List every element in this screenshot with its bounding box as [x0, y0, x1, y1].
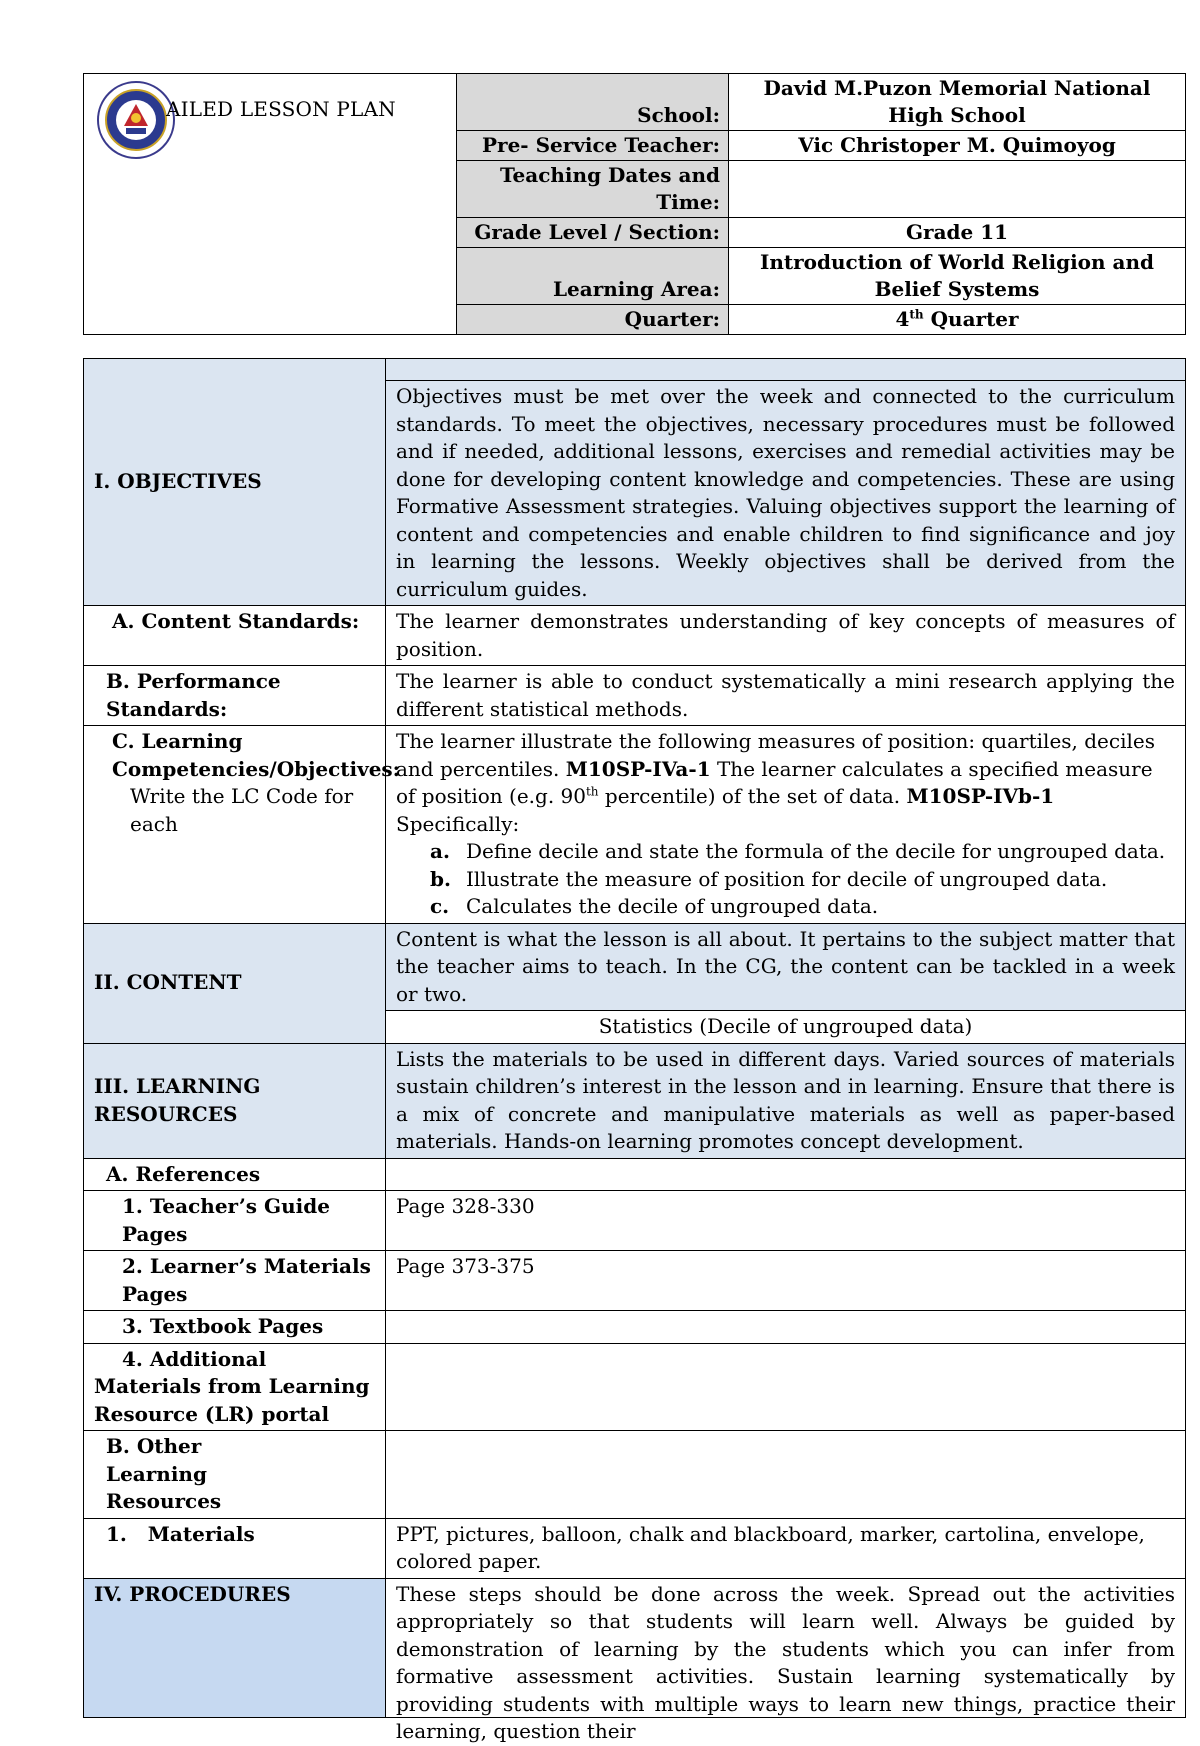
quarter-label: Quarter:: [457, 305, 729, 335]
dates-value: [729, 161, 1186, 218]
references-value: [386, 1158, 1186, 1191]
competencies-label-cell: [84, 726, 401, 924]
materials-label: 1. Materials: [84, 1518, 386, 1578]
quarter-value: 4th Quarter: [729, 305, 1186, 335]
procedures-heading: IV. PROCEDURES: [84, 1578, 386, 1717]
header-table: [83, 73, 1186, 335]
content-standards-label: A. Content Standards:: [84, 606, 386, 666]
performance-standards-text: The learner is able to conduct systematically a mini research applying the different statistical methods.: [386, 666, 1186, 726]
list-item: a. Define decile and state the formula of the decile for ungrouped data.: [430, 839, 1166, 863]
teachers-guide-label: 1. Teacher’s Guide Pages: [84, 1191, 386, 1251]
teacher-value: Vic Christoper M. Quimoyog: [729, 131, 1186, 161]
competencies-text-cell: The learner illustrate the following measures of position: quartiles, deciles and percentiles. M10SP-IVa-1 The learner calculates a specified measure of position (e.g. 90th percentile) of the set of data. M10SP-IVb-1 Specifically: a. Define decile and state the formula of the decile for ungrouped data. b. Illustrate the measure of position for decile of ungrouped data. c. Calculates the decile of ungrouped data.: [386, 726, 1186, 924]
objectives-spacer: [386, 359, 1186, 381]
specifically-label: Specifically:: [396, 811, 520, 836]
school-value: David M.Puzon Memorial National High School: [729, 74, 1186, 131]
title-cell: [84, 74, 457, 335]
materials-value: PPT, pictures, balloon, chalk and blackboard, marker, cartolina, envelope, colored paper.: [386, 1518, 1186, 1578]
grade-value: Grade 11: [729, 218, 1186, 248]
other-resources-value: [386, 1431, 1186, 1519]
performance-standards-label: B. Performance Standards:: [84, 666, 386, 726]
objectives-heading: I. OBJECTIVES: [84, 359, 386, 606]
resources-heading: III. LEARNING RESOURCES: [84, 1043, 386, 1158]
other-resources-label: B. Other Learning Resources: [84, 1431, 386, 1519]
document-title: AILED LESSON PLAN: [166, 97, 396, 121]
grade-label: Grade Level / Section:: [457, 218, 729, 248]
deped-seal-icon: [96, 80, 176, 160]
lc-code-note: Write the LC Code for each: [130, 784, 354, 836]
learning-area-value: Introduction of World Religion and Belief Systems: [729, 248, 1186, 305]
teacher-label: Pre- Service Teacher:: [457, 131, 729, 161]
lc-code-1: M10SP-IVa-1: [565, 756, 711, 781]
specific-objectives-list: [396, 838, 1175, 921]
lesson-plan-table: [83, 358, 1186, 1743]
dates-label: Teaching Dates and Time:: [457, 161, 729, 218]
content-heading: II. CONTENT: [84, 923, 386, 1043]
content-topic: Statistics (Decile of ungrouped data): [386, 1011, 1186, 1044]
references-label: A. References: [84, 1158, 386, 1191]
content-standards-text: The learner demonstrates understanding of key concepts of measures of position.: [386, 606, 1186, 666]
objectives-description: Objectives must be met over the week and connected to the curriculum standards. To meet the objectives, necessary procedures must be followed and if needed, additional lessons, exercises and remedial activities may be done for developing content knowledge and competencies. These are using Formative Assessment strategies. Valuing objectives support the learning of content and competencies and enable children to find significance and joy in learning the lessons. Weekly objectives shall be derived from the curriculum guides.: [386, 381, 1186, 606]
learners-materials-label: 2. Learner’s Materials Pages: [84, 1251, 386, 1311]
competencies-label: C. Learning Competencies/Objectives:: [112, 729, 401, 781]
lc-code-2: M10SP-IVb-1: [906, 784, 1055, 808]
procedures-description: These steps should be done across the week. Spread out the activities appropriately so that students will learn well. Always be guided by demonstration of learning by the students which you can infer from formative assessment activities. Sustain learning systematically by providing students with multiple ways to learn new things, practice their learning, question their: [386, 1578, 1186, 1717]
list-item: b. Illustrate the measure of position for decile of ungrouped data.: [430, 866, 1108, 891]
additional-materials-value: [386, 1343, 1186, 1431]
learners-materials-value: Page 373-375: [386, 1251, 1186, 1311]
school-label: School:: [457, 74, 729, 131]
competency-text-2: The learner calculates a specified measure of position (e.g. 90: [396, 756, 1153, 808]
textbook-label: 3. Textbook Pages: [84, 1311, 386, 1344]
textbook-value: [386, 1311, 1186, 1344]
content-description: Content is what the lesson is all about. It pertains to the subject matter that the teacher aims to teach. In the CG, the content can be tackled in a week or two.: [386, 923, 1186, 1011]
teachers-guide-value: Page 328-330: [386, 1191, 1186, 1251]
resources-description: Lists the materials to be used in different days. Varied sources of materials sustain children’s interest in the lesson and in learning. Ensure that there is a mix of concrete and manipulative materials as well as paper-based materials. Hands-on learning promotes concept development.: [386, 1043, 1186, 1158]
competency-text-1: The learner illustrate the following measures of position: quartiles, deciles and percentiles.: [396, 729, 1155, 781]
competency-text-3: percentile) of the set of data.: [598, 784, 907, 808]
additional-materials-label: 4. Additional Materials from Learning Resource (LR) portal: [84, 1343, 386, 1431]
list-item: c. Calculates the decile of ungrouped data.: [430, 894, 879, 918]
learning-area-label: Learning Area:: [457, 248, 729, 305]
